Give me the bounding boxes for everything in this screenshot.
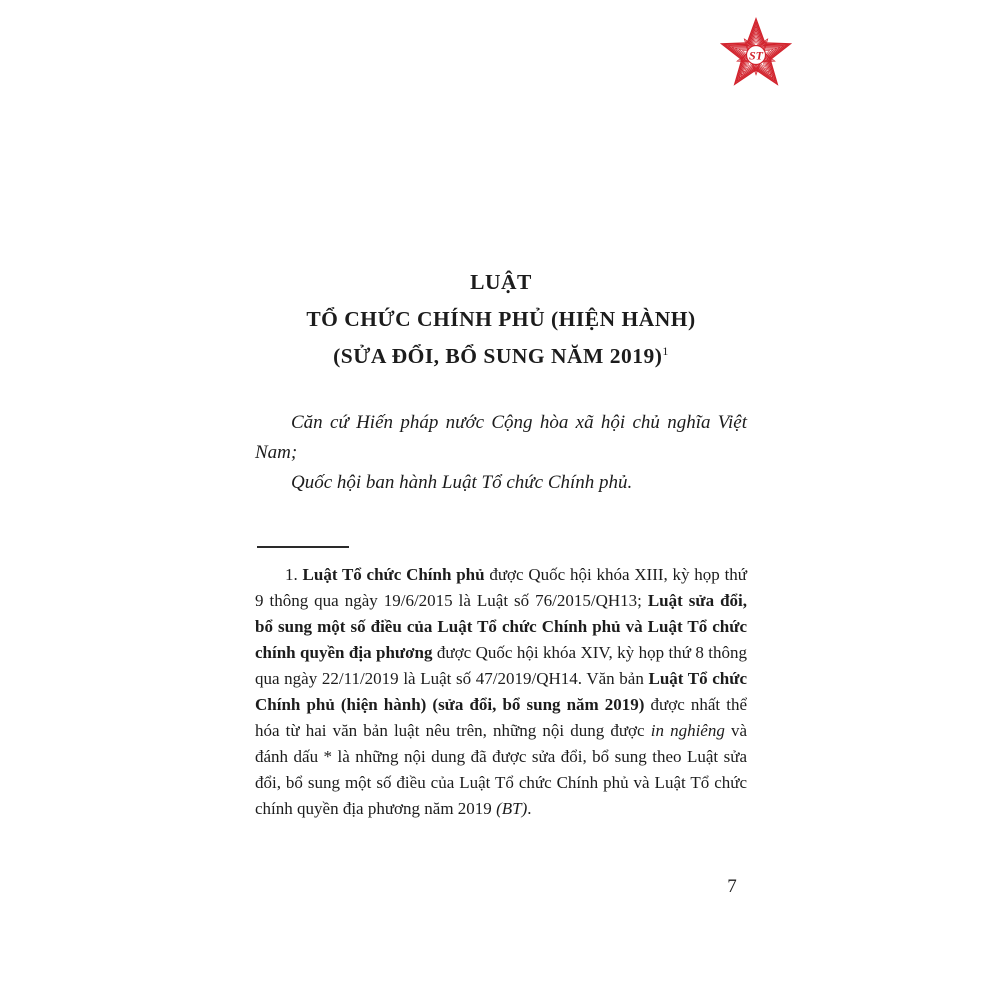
document-title xyxy=(255,264,747,375)
footnote-reference-superscript: 1 xyxy=(662,343,669,358)
footnote-separator-rule xyxy=(257,546,349,548)
title-line-2: TỔ CHỨC CHÍNH PHỦ (HIỆN HÀNH) xyxy=(306,307,696,331)
title-line-3: (SỬA ĐỔI, BỔ SUNG NĂM 2019)$^1$ xyxy=(333,343,669,368)
footnote-text: 1. Luật Tổ chức Chính phủ được Quốc hội khóa XIII, kỳ họp thứ 9 thông qua ngày 19/6/2015 là Luật số 76/2015/QH13; Luật sửa đổi, bổ sung một số điều của Luật Tổ chức Chính phủ và Luật Tổ chức chính quyền địa phương được Quốc hội khóa XIV, kỳ họp thứ 8 thông qua ngày 22/11/2019 là Luật số 47/2019/QH14. Văn bản Luật Tổ chức Chính phủ (hiện hành) (sửa đổi, bổ sung năm 2019) được nhất thể hóa từ hai văn bản luật nêu trên, những nội dung được in nghiêng và đánh dấu * là những nội dung đã được sửa đổi, bổ sung theo Luật sửa đổi, bổ sung một số điều của Luật Tổ chức Chính phủ và Luật Tổ chức chính quyền địa phương năm 2019 (BT). xyxy=(255,565,748,818)
logo-monogram: ST xyxy=(748,48,764,63)
page-number: 7 xyxy=(727,876,737,897)
preamble xyxy=(255,408,747,498)
preamble-paragraph-1: Căn cứ Hiến pháp nước Cộng hòa xã hội chủ nghĩa Việt Nam; xyxy=(255,412,747,463)
preamble-paragraph-2: Quốc hội ban hành Luật Tổ chức Chính phủ. xyxy=(291,472,633,493)
star-emblem-svg xyxy=(716,14,796,98)
publisher-star-logo-icon xyxy=(716,14,796,98)
title-line-1: LUẬT xyxy=(470,270,532,294)
